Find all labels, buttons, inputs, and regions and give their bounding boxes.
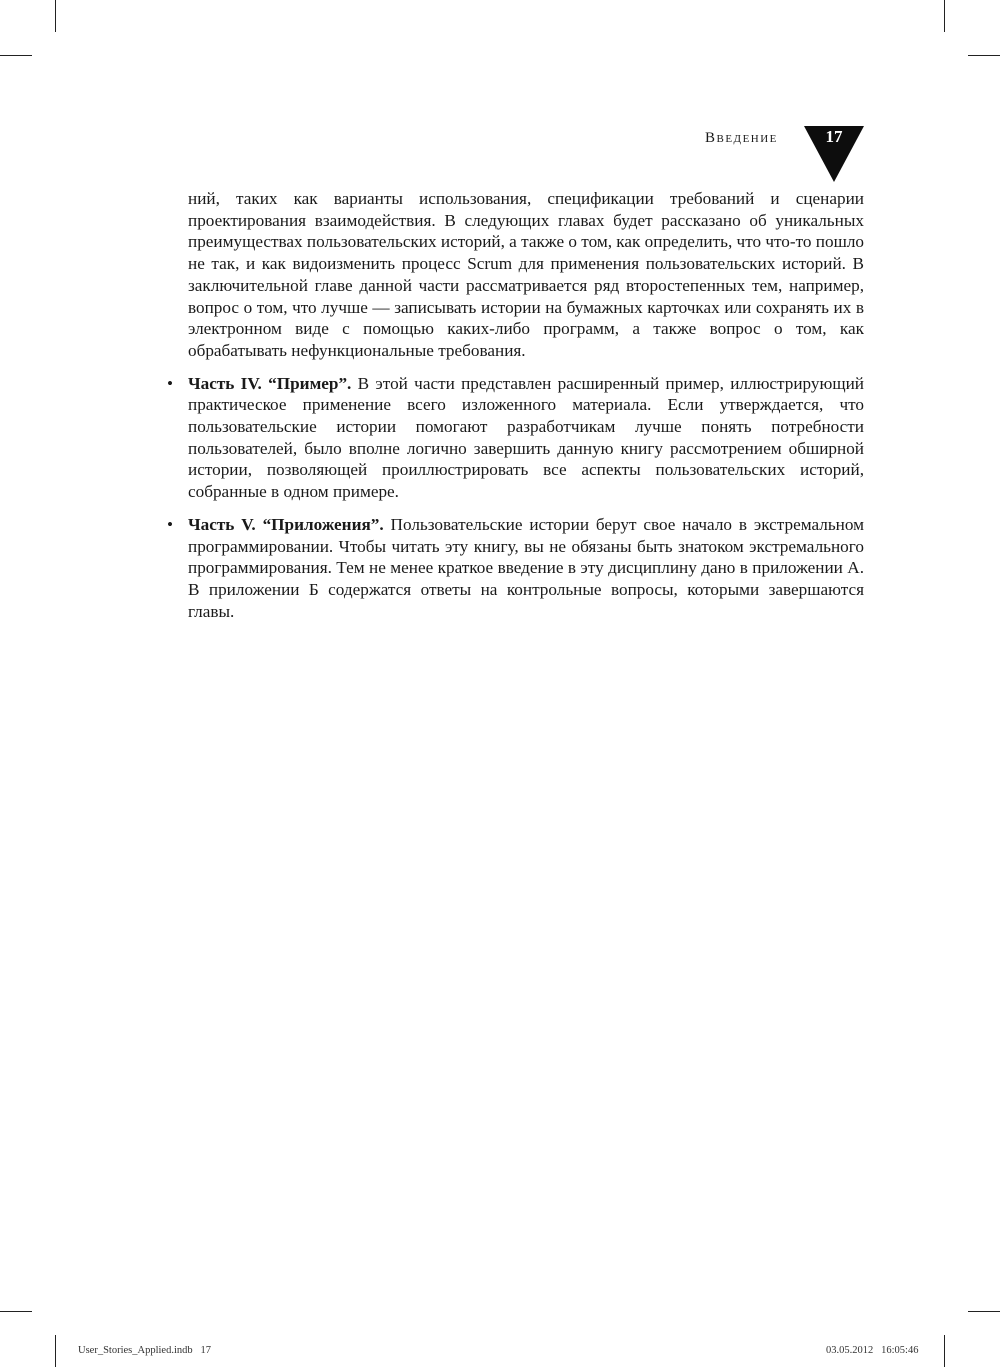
slug-datetime: 03.05.2012 16:05:46 [826,1345,919,1356]
page-number-badge [804,126,864,182]
page-body [167,188,865,622]
crop-mark [55,1335,56,1367]
crop-mark [944,1335,945,1367]
bullet-marker: • [167,373,174,393]
bullet-marker: • [167,514,174,534]
slug-file: User_Stories_Applied.indb 17 [78,1345,211,1356]
crop-mark [0,1311,32,1312]
crop-mark [55,0,56,32]
list-item [167,514,865,623]
list-item-lead: Часть IV. “Пример”. [188,373,352,393]
crop-mark [944,0,945,32]
list-item-text: В этой части представлен расширенный пример, иллюстрирующий практическое применение всего изложенного материала. Если утверждается, что пользовательские истории помогают разработчикам лучше понять потребности пользователей, было вполне логично завершить данную книгу рассмотрением обширной истории, позволяющей проиллюстрировать все аспекты пользовательских историй, собранные в одном примере. [188,373,864,502]
paragraph: ний, таких как варианты использования, спецификации требований и сценарии проектирования взаимодействия. В следующих главах будет рассказано об уникальных преимуществах пользовательских историй, а также о том, как определить, что что-то пошло не так, и как видоизменить процесс Scrum для применения пользовательских историй. В заключительной главе данной части рассматривается ряд второстепенных тем, например, вопрос о том, что лучше — записывать истории на бумажных карточках или сохранять их в электронном виде с помощью каких-либо программ, а также вопрос о том, как обрабатывать нефункциональные требования. [188,189,864,360]
crop-mark [0,55,32,56]
page-number: 17 [825,127,843,146]
crop-mark [968,1311,1000,1312]
list-item-lead: Часть V. “Приложения”. [188,514,384,534]
list-item-text: Пользовательские истории берут свое начало в экстремальном программировании. Чтобы читать эту книгу, вы не обязаны быть знатоком экстремального программирования. Тем не менее краткое введение в эту дисциплину дано в приложении А. В приложении Б содержатся ответы на контрольные вопросы, которыми завершаются главы. [188,514,865,621]
list-item [167,373,864,503]
running-title: Введение [705,130,778,146]
bullet-list [167,373,865,623]
crop-mark [968,55,1000,56]
